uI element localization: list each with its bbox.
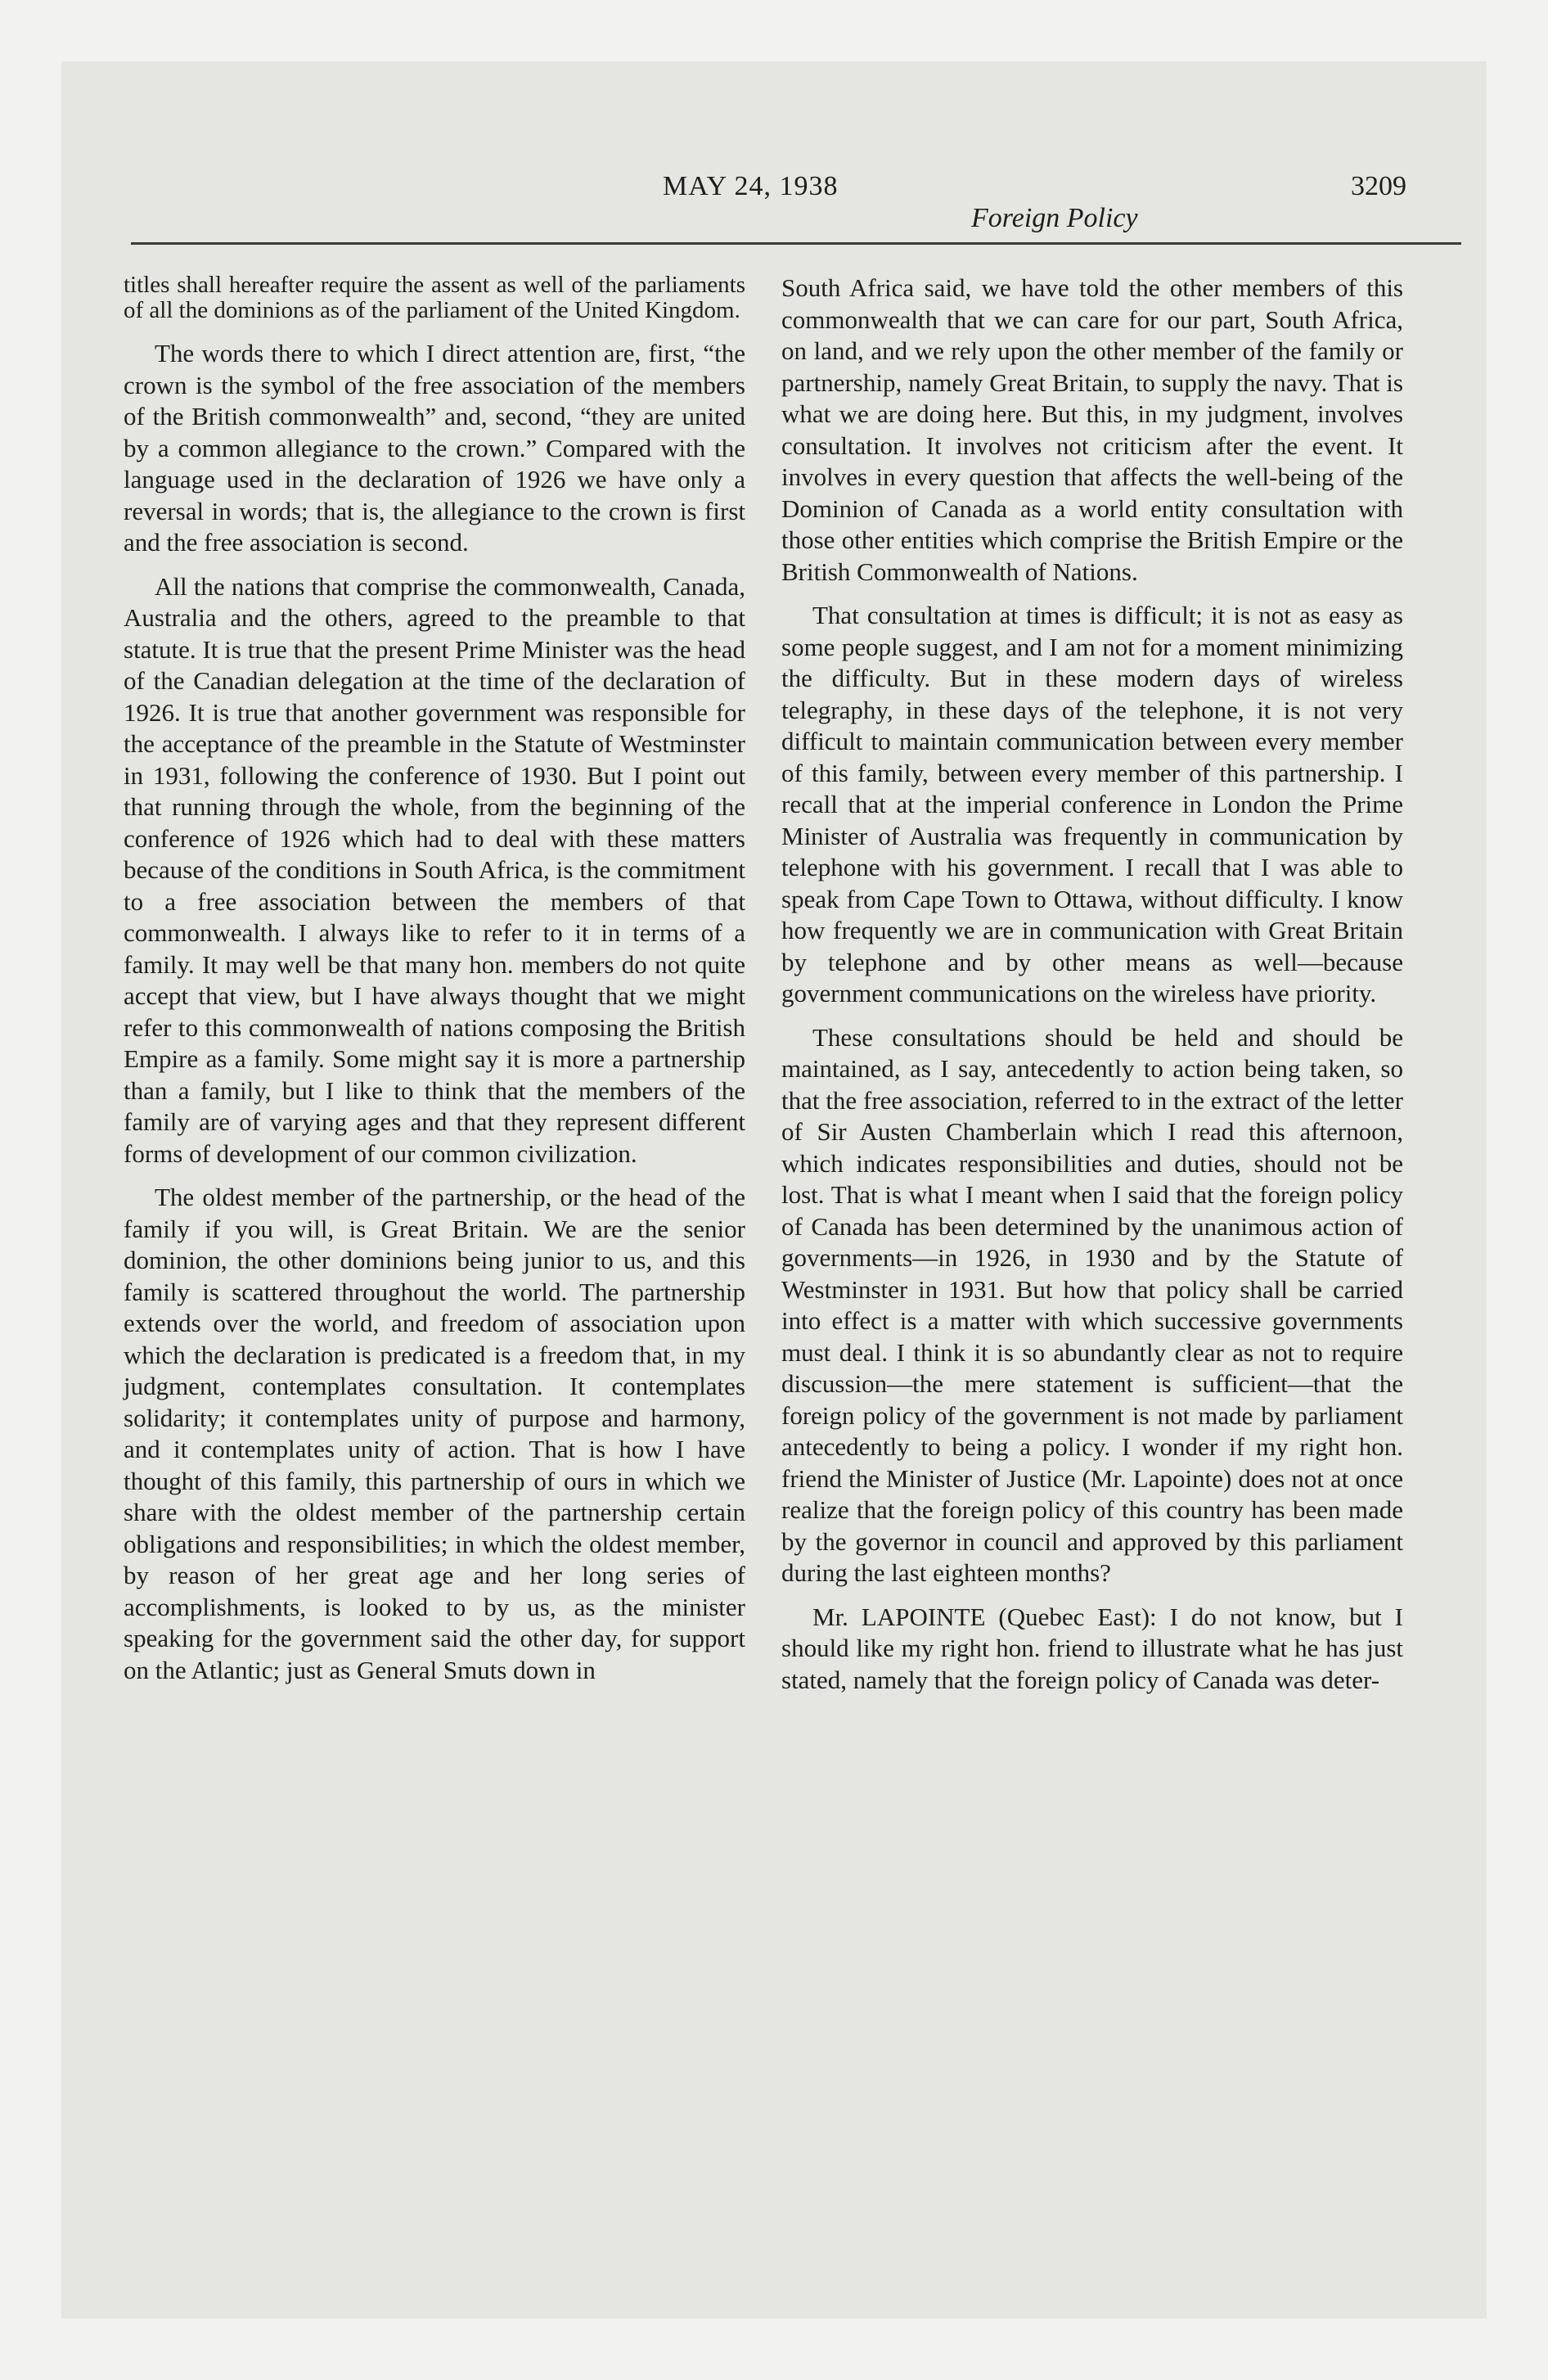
header-rule <box>131 242 1461 245</box>
paragraph: All the nations that comprise the commonwealth, Canada, Australia and the others, agreed to the preamble to that statute. It is true that the present Prime Minister was the head of the Canadian delegation at the time of the declaration of 1926. It is true that another government was responsible for the acceptance of the preamble in the Statute of Westminster in 1931, following the conference of 1930. But I point out that running through the whole, from the beginning of the conference of 1926 which had to deal with these matters because of the conditions in South Africa, is the commitment to a free association between the members of that commonwealth. I always like to refer to it in terms of a family. It may well be that many hon. members do not quite accept that view, but I have always thought that we might refer to this commonwealth of nations composing the British Empire as a family. Some might say it is more a partnership than a family, but I like to think that the members of the family are of varying ages and that they represent different forms of development of our common civilization. <box>124 571 745 1168</box>
paragraph: The words there to which I direct attention are, first, “the crown is the symbol of the free association of the members of the British commonwealth” and, second, “they are united by a common allegiance to the crown.” Compared with the language used in the declaration of 1926 we have only a reversal in words; that is, the allegiance to the crown is first and the free association is second. <box>124 339 745 557</box>
left-column <box>124 273 745 1698</box>
paragraph: These consultations should be held and should be maintained, as I say, antecedently to action being taken, so that the free association, referred to in the extract of the letter of Sir Austen Chamberlain which I read this afternoon, which indicates responsibilities and duties, should not be lost. That is what I meant when I said that the foreign policy of Canada has been determined by the unanimous action of governments—in 1926, in 1930 and by the Statute of Westminster in 1931. But how that policy shall be carried into effect is a matter with which successive governments must deal. I think it is so abundantly clear as not to require discussion—the mere statement is sufficient—that the foreign policy of the government is not made by parliament antecedently to being a policy. I wonder if my right hon. friend the Minister of Justice (Mr. Lapointe) does not at once realize that the foreign policy of this country has been made by the governor in council and approved by this parliament during the last eighteen months? <box>781 1022 1403 1587</box>
right-column <box>781 273 1403 1708</box>
header-page-number: 3209 <box>1351 171 1406 201</box>
paragraph: titles shall hereafter require the assent as well of the parliaments of all the dominions as of the parliament of the United Kingdom. <box>124 272 745 323</box>
paragraph: Mr. LAPOINTE (Quebec East): I do not know, but I should like my right hon. friend to illustrate what he has just stated, namely that the foreign policy of Canada was deter- <box>781 1602 1403 1694</box>
paragraph: The oldest member of the partnership, or the head of the family if you will, is Great Britain. We are the senior dominion, the other dominions being junior to us, and this family is scattered throughout the world. The partnership extends over the world, and freedom of association upon which the declaration is predicated is a freedom that, in my judgment, contemplates consultation. It contemplates solidarity; it contemplates unity of purpose and harmony, and it contemplates unity of action. That is how I have thought of this family, this partnership of ours in which we share with the oldest member of the partnership certain obligations and responsibilities; in which the oldest member, by reason of her great age and her long series of accomplishments, is looked to by us, as the minister speaking for the government said the other day, for support on the Atlantic; just as General Smuts down in <box>124 1183 745 1684</box>
header-date: MAY 24, 1938 <box>663 171 839 201</box>
page-sheet <box>61 61 1487 2319</box>
header-section-title: Foreign Policy <box>971 203 1138 233</box>
paragraph: That consultation at times is difficult; it is not as easy as some people suggest, and I am not for a moment minimizing the difficulty. But in these modern days of wireless telegraphy, in these days of the telephone, it is not very difficult to maintain communication between every member of this family, between every member of this partnership. I recall that at the imperial conference in London the Prime Minister of Australia was frequently in communication by telephone with his government. I recall that I was able to speak from Cape Town to Ottawa, without difficulty. I know how frequently we are in communication with Great Britain by telephone and by other means as well—because government communications on the wireless have priority. <box>781 601 1403 1007</box>
paragraph: South Africa said, we have told the other members of this commonwealth that we can care for our part, South Africa, on land, and we rely upon the other member of the family or partnership, namely Great Britain, to supply the navy. That is what we are doing here. But this, in my judgment, involves consultation. It involves not criticism after the event. It involves in every question that affects the well-being of the Dominion of Canada as a world entity consultation with those other entities which comprise the British Empire or the British Commonwealth of Nations. <box>781 273 1403 586</box>
